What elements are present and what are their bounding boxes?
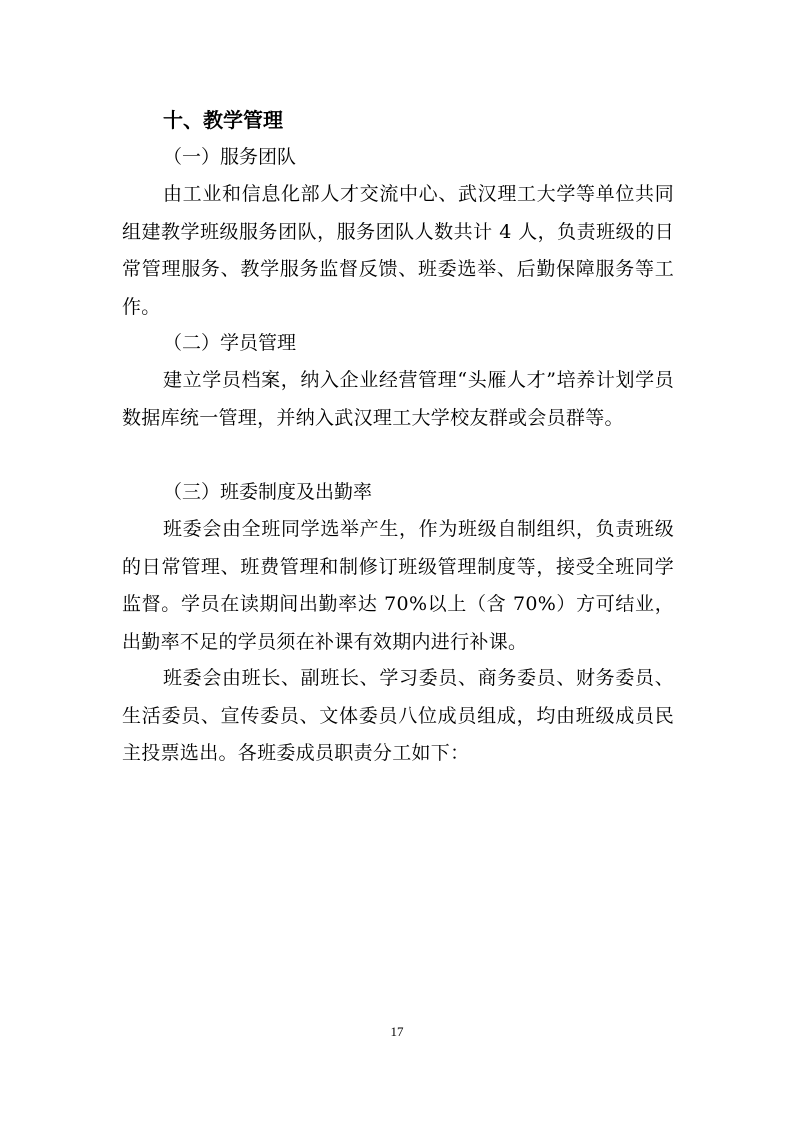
page-number: 17 (390, 1024, 404, 1039)
paragraph-service-team: 由工业和信息化部人才交流中心、武汉理工大学等单位共同组建教学班级服务团队，服务团队人数共计 4 人，负责班级的日常管理服务、教学服务监督反馈、班委选举、后勤保障服务等工作。 (122, 183, 674, 318)
paragraph-class-committee-attendance: 班委会由全班同学选举产生，作为班级自制组织，负责班级的日常管理、班费管理和制修订班级管理制度等，接受全班同学监督。学员在读期间出勤率达 70%以上（含 70%）方可结业，出勤率不足的学员须在补课有效期内进行补课。 (122, 518, 674, 653)
paragraph-student-management: 建立学员档案，纳入企业经营管理“头雁人才”培养计划学员数据库统一管理，并纳入武汉理工大学校友群或会员群等。 (122, 369, 674, 429)
subsection-heading-student-management: （二）学员管理 (163, 332, 297, 354)
section-heading: 十、教学管理 (163, 108, 283, 132)
subsection-heading-class-committee: （三）班委制度及出勤率 (163, 481, 373, 503)
subsection-heading-service-team: （一）服务团队 (163, 146, 297, 168)
paragraph-class-committee-members: 班委会由班长、副班长、学习委员、商务委员、财务委员、生活委员、宣传委员、文体委员八位成员组成，均由班级成员民主投票选出。各班委成员职责分工如下： (122, 667, 674, 764)
